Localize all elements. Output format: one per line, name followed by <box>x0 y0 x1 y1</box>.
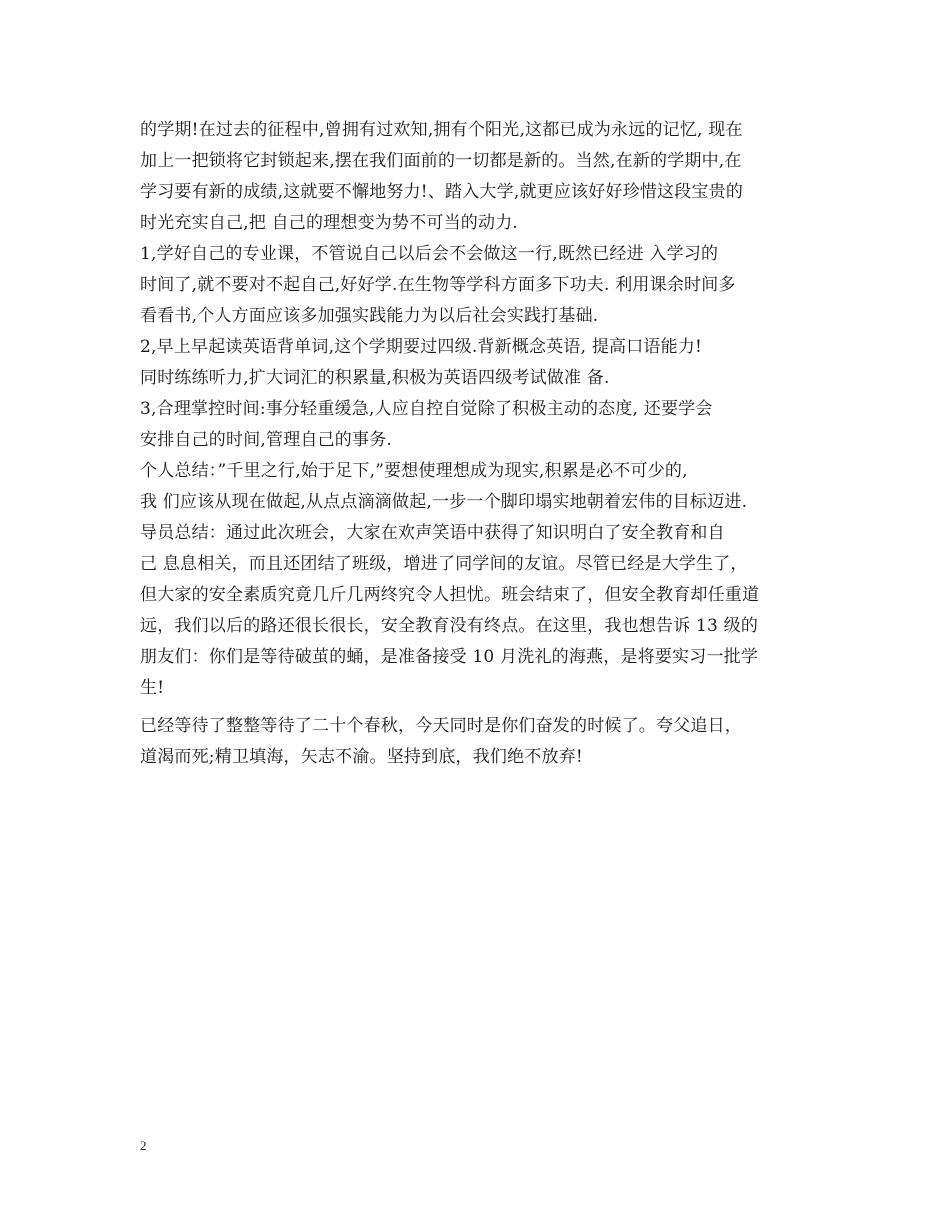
text-line: 已经等待了整整等待了二十个春秋，今天同时是你们奋发的时候了。夸父追日， <box>140 716 742 736</box>
text-line: 1,学好自己的专业课，不管说自己以后会不会做这一行,既然已经进 入学习的 <box>140 244 719 264</box>
text-line: 道渴而死;精卫填海，矢志不渝。坚持到底，我们绝不放弃! <box>140 747 583 767</box>
text-line: 生! <box>140 678 165 698</box>
page-number: 2 <box>140 1138 147 1153</box>
text-line: 加上一把锁将它封锁起来,摆在我们面前的一切都是新的。当然,在新的学期中,在 <box>140 151 742 171</box>
text-line: 3,合理掌控时间:事分轻重缓急,人应自控自觉除了积极主动的态度, 还要学会 <box>140 399 713 419</box>
text-line: 时间了,就不要对不起自己,好好学.在生物等学科方面多下功夫. 利用课余时间多 <box>140 275 736 295</box>
text-line: 远，我们以后的路还很长很长，安全教育没有终点。在这里，我也想告诉 13 级的 <box>140 616 759 636</box>
text-line: 朋友们：你们是等待破茧的蛹，是准备接受 10 月洗礼的海燕，是将要实习一批学 <box>140 647 759 667</box>
text-line: 2,早上早起读英语背单词,这个学期要过四级.背新概念英语, 提高口语能力! <box>140 337 703 357</box>
text-line: 导员总结：通过此次班会，大家在欢声笑语中获得了知识明白了安全教育和自 <box>140 523 725 543</box>
text-line: 同时练练听力,扩大词汇的积累量,积极为英语四级考试做准 备. <box>140 368 610 388</box>
text-line: 我 们应该从现在做起,从点点滴滴做起,一步一个脚印塌实地朝着宏伟的目标迈进. <box>140 492 748 512</box>
text-line: 但大家的安全素质究竟几斤几两终究令人担忧。班会结束了，但安全教育却任重道 <box>140 585 760 605</box>
text-line: 安排自己的时间,管理自己的事务. <box>140 430 393 450</box>
text-line: 个人总结：”千里之行,始于足下,”要想使理想成为现实,积累是必不可少的, <box>140 461 688 481</box>
text-line: 学习要有新的成绩,这就要不懈地努力!、踏入大学,就更应该好好珍惜这段宝贵的 <box>140 182 744 202</box>
text-line: 的学期!在过去的征程中,曾拥有过欢知,拥有个阳光,这都已成为永远的记忆, 现在 <box>140 120 743 140</box>
paragraph-gap <box>140 704 820 711</box>
text-line: 看看书,个人方面应该多加强实践能力为以后社会实践打基础. <box>140 306 599 326</box>
text-line: 己 息息相关，而且还团结了班级，增进了同学间的友谊。尽管已经是大学生了， <box>140 554 748 574</box>
body-text <box>140 115 820 773</box>
text-line: 时光充实自己,把 自己的理想变为势不可当的动力. <box>140 213 519 233</box>
